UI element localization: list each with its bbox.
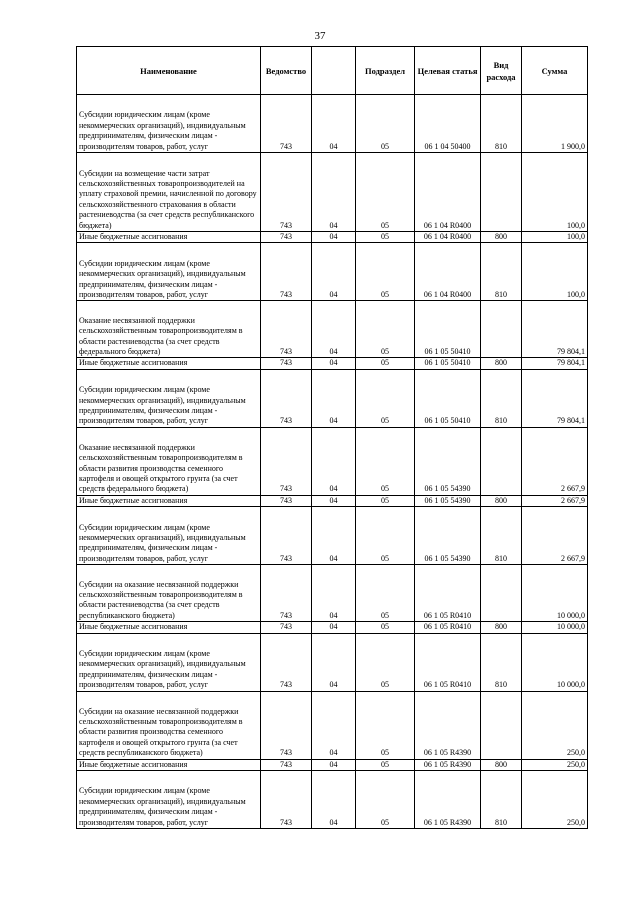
row-razdel: 04 xyxy=(312,153,356,232)
row-summa: 2 667,9 xyxy=(522,495,588,506)
table-row xyxy=(77,759,588,770)
row-vid-raskhoda xyxy=(481,691,522,759)
row-tselevaya-statya: 06 1 05 54390 xyxy=(415,507,481,565)
row-podrazdel: 05 xyxy=(356,507,415,565)
header-podrazdel: Подраздел xyxy=(356,47,415,95)
row-podrazdel: 05 xyxy=(356,633,415,691)
row-vid-raskhoda: 800 xyxy=(481,622,522,633)
row-name: Субсидии на оказание несвязанной поддержки сельскохозяйственным товаропроизводителям в области развития производства семенного картофеля и овощей открытого грунта (за счет средств республиканского бюджета) xyxy=(77,691,261,759)
row-razdel: 04 xyxy=(312,633,356,691)
table-row xyxy=(77,243,588,301)
row-tselevaya-statya: 06 1 05 50410 xyxy=(415,358,481,369)
row-podrazdel: 05 xyxy=(356,759,415,770)
row-tselevaya-statya: 06 1 05 R0410 xyxy=(415,622,481,633)
row-vedomstvo: 743 xyxy=(261,232,312,243)
header-vid-raskhoda: Вид расхода xyxy=(481,47,522,95)
table-row xyxy=(77,565,588,622)
row-summa: 2 667,9 xyxy=(522,427,588,495)
row-summa: 100,0 xyxy=(522,243,588,301)
row-name: Иные бюджетные ассигнования xyxy=(77,232,261,243)
row-razdel: 04 xyxy=(312,771,356,829)
row-vid-raskhoda: 810 xyxy=(481,95,522,153)
row-tselevaya-statya: 06 1 05 54390 xyxy=(415,427,481,495)
row-razdel: 04 xyxy=(312,622,356,633)
row-summa: 79 804,1 xyxy=(522,301,588,358)
row-podrazdel: 05 xyxy=(356,243,415,301)
row-tselevaya-statya: 06 1 05 R0410 xyxy=(415,565,481,622)
table-row xyxy=(77,153,588,232)
row-name: Субсидии юридическим лицам (кроме некоммерческих организаций), индивидуальным предпринимателям, физическим лицам - производителям товаров, работ, услуг xyxy=(77,771,261,829)
row-tselevaya-statya: 06 1 05 R4390 xyxy=(415,691,481,759)
row-vedomstvo: 743 xyxy=(261,243,312,301)
row-podrazdel: 05 xyxy=(356,358,415,369)
row-vedomstvo: 743 xyxy=(261,358,312,369)
row-summa: 10 000,0 xyxy=(522,633,588,691)
table-row xyxy=(77,301,588,358)
row-podrazdel: 05 xyxy=(356,301,415,358)
row-razdel: 04 xyxy=(312,507,356,565)
row-name: Иные бюджетные ассигнования xyxy=(77,759,261,770)
row-tselevaya-statya: 06 1 05 54390 xyxy=(415,495,481,506)
row-razdel: 04 xyxy=(312,427,356,495)
row-tselevaya-statya: 06 1 05 50410 xyxy=(415,301,481,358)
row-summa: 2 667,9 xyxy=(522,507,588,565)
row-vid-raskhoda: 810 xyxy=(481,771,522,829)
row-vid-raskhoda: 800 xyxy=(481,495,522,506)
table-row xyxy=(77,691,588,759)
row-name: Субсидии юридическим лицам (кроме некоммерческих организаций), индивидуальным предпринимателям, физическим лицам - производителям товаров, работ, услуг xyxy=(77,95,261,153)
header-tselevaya-statya: Целевая статья xyxy=(415,47,481,95)
row-name: Субсидии юридическим лицам (кроме некоммерческих организаций), индивидуальным предпринимателям, физическим лицам - производителям товаров, работ, услуг xyxy=(77,507,261,565)
row-razdel: 04 xyxy=(312,691,356,759)
row-vedomstvo: 743 xyxy=(261,301,312,358)
row-vedomstvo: 743 xyxy=(261,622,312,633)
row-summa: 79 804,1 xyxy=(522,369,588,427)
header-name: Наименование xyxy=(77,47,261,95)
row-razdel: 04 xyxy=(312,95,356,153)
row-tselevaya-statya: 06 1 04 R0400 xyxy=(415,232,481,243)
row-podrazdel: 05 xyxy=(356,427,415,495)
row-name: Субсидии на возмещение части затрат сельскохозяйственных товаропроизводителей на уплату страховой премии, начисленной по договору сельскохозяйственного страхования в области растениеводства (за счет средств республиканского бюджета) xyxy=(77,153,261,232)
row-vid-raskhoda: 800 xyxy=(481,232,522,243)
row-podrazdel: 05 xyxy=(356,153,415,232)
row-vid-raskhoda xyxy=(481,565,522,622)
row-tselevaya-statya: 06 1 05 R0410 xyxy=(415,633,481,691)
row-tselevaya-statya: 06 1 05 50410 xyxy=(415,369,481,427)
row-vedomstvo: 743 xyxy=(261,565,312,622)
row-name: Иные бюджетные ассигнования xyxy=(77,622,261,633)
row-vid-raskhoda: 800 xyxy=(481,759,522,770)
row-podrazdel: 05 xyxy=(356,369,415,427)
row-vedomstvo: 743 xyxy=(261,427,312,495)
row-vedomstvo: 743 xyxy=(261,507,312,565)
table-row xyxy=(77,771,588,829)
header-razdel xyxy=(312,47,356,95)
row-vedomstvo: 743 xyxy=(261,633,312,691)
row-tselevaya-statya: 06 1 05 R4390 xyxy=(415,759,481,770)
row-summa: 250,0 xyxy=(522,759,588,770)
row-podrazdel: 05 xyxy=(356,691,415,759)
row-vid-raskhoda: 810 xyxy=(481,243,522,301)
row-vid-raskhoda xyxy=(481,301,522,358)
table-row xyxy=(77,369,588,427)
table-row xyxy=(77,622,588,633)
row-vedomstvo: 743 xyxy=(261,759,312,770)
table-row xyxy=(77,358,588,369)
row-summa: 100,0 xyxy=(522,232,588,243)
row-vedomstvo: 743 xyxy=(261,369,312,427)
row-razdel: 04 xyxy=(312,358,356,369)
row-vid-raskhoda: 810 xyxy=(481,633,522,691)
row-tselevaya-statya: 06 1 04 R0400 xyxy=(415,153,481,232)
row-razdel: 04 xyxy=(312,232,356,243)
row-vid-raskhoda xyxy=(481,153,522,232)
row-vid-raskhoda: 800 xyxy=(481,358,522,369)
row-name: Иные бюджетные ассигнования xyxy=(77,358,261,369)
table-row xyxy=(77,95,588,153)
row-vid-raskhoda: 810 xyxy=(481,369,522,427)
table-row xyxy=(77,495,588,506)
row-vedomstvo: 743 xyxy=(261,95,312,153)
row-summa: 100,0 xyxy=(522,153,588,232)
row-razdel: 04 xyxy=(312,243,356,301)
row-tselevaya-statya: 06 1 04 50400 xyxy=(415,95,481,153)
row-name: Оказание несвязанной поддержки сельскохозяйственным товаропроизводителям в области растениеводства (за счет средств федерального бюджета) xyxy=(77,301,261,358)
row-summa: 250,0 xyxy=(522,771,588,829)
row-razdel: 04 xyxy=(312,301,356,358)
table-row xyxy=(77,507,588,565)
row-vid-raskhoda xyxy=(481,427,522,495)
row-name: Субсидии юридическим лицам (кроме некоммерческих организаций), индивидуальным предпринимателям, физическим лицам - производителям товаров, работ, услуг xyxy=(77,633,261,691)
row-vid-raskhoda: 810 xyxy=(481,507,522,565)
row-razdel: 04 xyxy=(312,369,356,427)
header-summa: Сумма xyxy=(522,47,588,95)
header-vedomstvo: Ведомство xyxy=(261,47,312,95)
row-razdel: 04 xyxy=(312,759,356,770)
row-name: Субсидии на оказание несвязанной поддержки сельскохозяйственным товаропроизводителям в области растениеводства (за счет средств республиканского бюджета) xyxy=(77,565,261,622)
row-tselevaya-statya: 06 1 05 R4390 xyxy=(415,771,481,829)
row-name: Субсидии юридическим лицам (кроме некоммерческих организаций), индивидуальным предпринимателям, физическим лицам - производителям товаров, работ, услуг xyxy=(77,243,261,301)
table-row xyxy=(77,633,588,691)
row-name: Оказание несвязанной поддержки сельскохозяйственным товаропроизводителям в области развития производства семенного картофеля и овощей открытого грунта (за счет средств федерального бюджета) xyxy=(77,427,261,495)
row-podrazdel: 05 xyxy=(356,232,415,243)
row-vedomstvo: 743 xyxy=(261,771,312,829)
row-tselevaya-statya: 06 1 04 R0400 xyxy=(415,243,481,301)
row-podrazdel: 05 xyxy=(356,622,415,633)
row-summa: 10 000,0 xyxy=(522,565,588,622)
budget-table xyxy=(76,46,588,829)
row-razdel: 04 xyxy=(312,495,356,506)
row-podrazdel: 05 xyxy=(356,771,415,829)
row-podrazdel: 05 xyxy=(356,95,415,153)
row-podrazdel: 05 xyxy=(356,495,415,506)
row-name: Субсидии юридическим лицам (кроме некоммерческих организаций), индивидуальным предпринимателям, физическим лицам - производителям товаров, работ, услуг xyxy=(77,369,261,427)
table-row xyxy=(77,232,588,243)
row-vedomstvo: 743 xyxy=(261,691,312,759)
row-summa: 250,0 xyxy=(522,691,588,759)
table-row xyxy=(77,427,588,495)
table-header-row xyxy=(77,47,588,95)
row-summa: 10 000,0 xyxy=(522,622,588,633)
row-name: Иные бюджетные ассигнования xyxy=(77,495,261,506)
row-vedomstvo: 743 xyxy=(261,153,312,232)
row-razdel: 04 xyxy=(312,565,356,622)
row-podrazdel: 05 xyxy=(356,565,415,622)
row-summa: 79 804,1 xyxy=(522,358,588,369)
page-number: 37 xyxy=(314,30,326,42)
row-summa: 1 900,0 xyxy=(522,95,588,153)
row-vedomstvo: 743 xyxy=(261,495,312,506)
